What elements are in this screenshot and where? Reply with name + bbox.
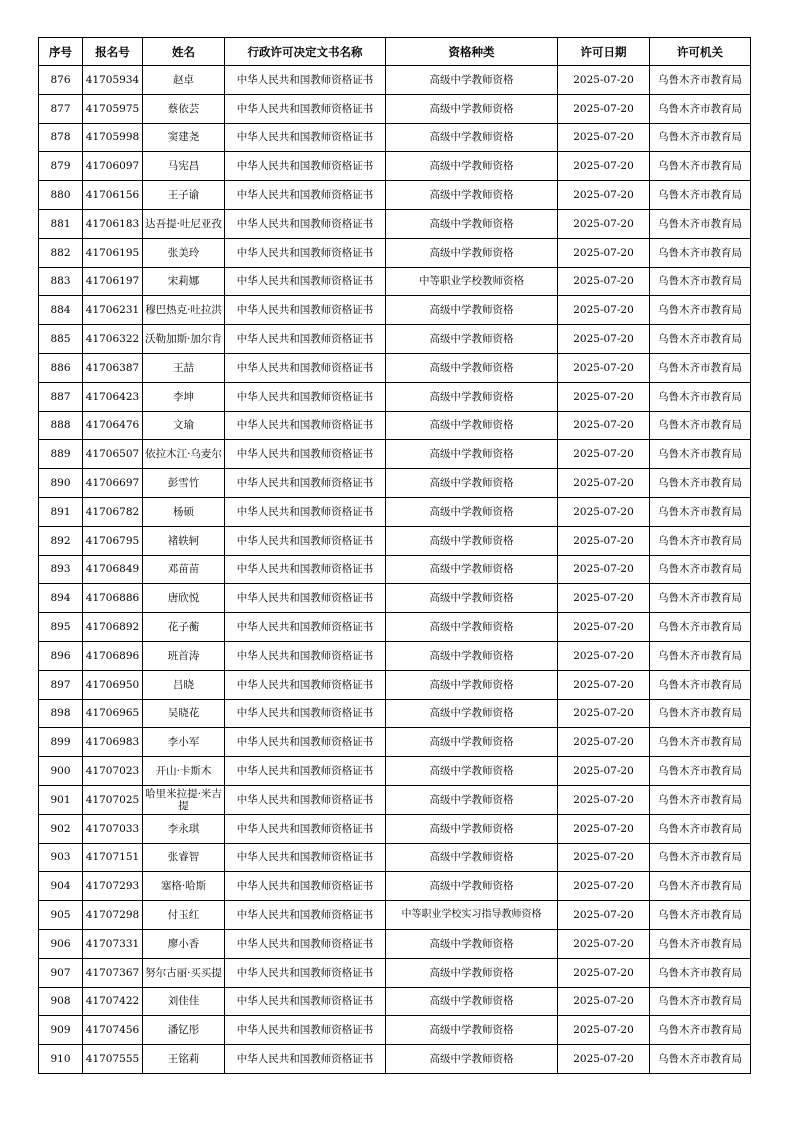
document-name-cell: 中华人民共和国教师资格证书 xyxy=(225,66,386,95)
serial-cell: 897 xyxy=(39,670,83,699)
license-date-cell: 2025-07-20 xyxy=(558,699,650,728)
document-name-cell: 中华人民共和国教师资格证书 xyxy=(225,670,386,699)
registration-no-cell: 41705975 xyxy=(83,94,143,123)
serial-cell: 902 xyxy=(39,814,83,843)
authority-cell: 乌鲁木齐市教育局 xyxy=(650,757,751,786)
authority-cell: 乌鲁木齐市教育局 xyxy=(650,613,751,642)
serial-cell: 886 xyxy=(39,353,83,382)
qualification-cell: 高级中学教师资格 xyxy=(386,843,558,872)
name-cell: 窦建尧 xyxy=(143,123,225,152)
document-name-cell: 中华人民共和国教师资格证书 xyxy=(225,958,386,987)
document-name-cell: 中华人民共和国教师资格证书 xyxy=(225,267,386,296)
registration-no-cell: 41705998 xyxy=(83,123,143,152)
name-cell: 穆巴热克·吐拉洪 xyxy=(143,296,225,325)
registration-no-cell: 41706697 xyxy=(83,469,143,498)
document-name-cell: 中华人民共和国教师资格证书 xyxy=(225,929,386,958)
registration-no-cell: 41706849 xyxy=(83,555,143,584)
authority-cell: 乌鲁木齐市教育局 xyxy=(650,382,751,411)
qualification-cell: 高级中学教师资格 xyxy=(386,670,558,699)
name-cell: 王喆 xyxy=(143,353,225,382)
document-name-cell: 中华人民共和国教师资格证书 xyxy=(225,152,386,181)
serial-cell: 899 xyxy=(39,728,83,757)
license-date-cell: 2025-07-20 xyxy=(558,325,650,354)
qualification-cell: 高级中学教师资格 xyxy=(386,757,558,786)
license-date-cell: 2025-07-20 xyxy=(558,555,650,584)
table-row xyxy=(39,66,751,95)
license-date-cell: 2025-07-20 xyxy=(558,929,650,958)
authority-cell: 乌鲁木齐市教育局 xyxy=(650,325,751,354)
name-cell: 李坤 xyxy=(143,382,225,411)
license-date-cell: 2025-07-20 xyxy=(558,728,650,757)
serial-cell: 908 xyxy=(39,987,83,1016)
registration-no-cell: 41706782 xyxy=(83,497,143,526)
license-date-cell: 2025-07-20 xyxy=(558,901,650,930)
document-name-cell: 中华人民共和国教师资格证书 xyxy=(225,94,386,123)
license-date-cell: 2025-07-20 xyxy=(558,440,650,469)
qualification-cell: 高级中学教师资格 xyxy=(386,353,558,382)
document-name-cell: 中华人民共和国教师资格证书 xyxy=(225,209,386,238)
registration-no-cell: 41706423 xyxy=(83,382,143,411)
table-row xyxy=(39,1045,751,1074)
serial-cell: 888 xyxy=(39,411,83,440)
registration-no-cell: 41707025 xyxy=(83,785,143,814)
table-row xyxy=(39,987,751,1016)
serial-cell: 898 xyxy=(39,699,83,728)
license-date-cell: 2025-07-20 xyxy=(558,785,650,814)
authority-cell: 乌鲁木齐市教育局 xyxy=(650,181,751,210)
table-row xyxy=(39,325,751,354)
document-name-cell: 中华人民共和国教师资格证书 xyxy=(225,526,386,555)
name-cell: 吕晓 xyxy=(143,670,225,699)
serial-cell: 885 xyxy=(39,325,83,354)
qualification-cell: 高级中学教师资格 xyxy=(386,929,558,958)
name-cell: 文瑜 xyxy=(143,411,225,440)
registration-no-cell: 41707298 xyxy=(83,901,143,930)
document-name-cell: 中华人民共和国教师资格证书 xyxy=(225,699,386,728)
registration-no-cell: 41706231 xyxy=(83,296,143,325)
authority-cell: 乌鲁木齐市教育局 xyxy=(650,785,751,814)
serial-cell: 900 xyxy=(39,757,83,786)
license-date-cell: 2025-07-20 xyxy=(558,152,650,181)
license-date-cell: 2025-07-20 xyxy=(558,123,650,152)
name-cell: 王子谕 xyxy=(143,181,225,210)
serial-cell: 903 xyxy=(39,843,83,872)
qualification-cell: 高级中学教师资格 xyxy=(386,785,558,814)
table-row xyxy=(39,238,751,267)
registration-no-cell: 41707151 xyxy=(83,843,143,872)
document-name-cell: 中华人民共和国教师资格证书 xyxy=(225,382,386,411)
authority-cell: 乌鲁木齐市教育局 xyxy=(650,353,751,382)
name-cell: 马宪昌 xyxy=(143,152,225,181)
authority-cell: 乌鲁木齐市教育局 xyxy=(650,94,751,123)
header-serial: 序号 xyxy=(39,38,83,66)
authority-cell: 乌鲁木齐市教育局 xyxy=(650,1045,751,1074)
license-date-cell: 2025-07-20 xyxy=(558,670,650,699)
authority-cell: 乌鲁木齐市教育局 xyxy=(650,901,751,930)
registration-no-cell: 41706156 xyxy=(83,181,143,210)
authority-cell: 乌鲁木齐市教育局 xyxy=(650,497,751,526)
serial-cell: 910 xyxy=(39,1045,83,1074)
registration-no-cell: 41707293 xyxy=(83,872,143,901)
license-date-cell: 2025-07-20 xyxy=(558,872,650,901)
authority-cell: 乌鲁木齐市教育局 xyxy=(650,66,751,95)
certificate-table xyxy=(38,37,751,1074)
qualification-cell: 高级中学教师资格 xyxy=(386,181,558,210)
name-cell: 廖小香 xyxy=(143,929,225,958)
license-date-cell: 2025-07-20 xyxy=(558,469,650,498)
qualification-cell: 中等职业学校教师资格 xyxy=(386,267,558,296)
license-date-cell: 2025-07-20 xyxy=(558,296,650,325)
table-row xyxy=(39,382,751,411)
license-date-cell: 2025-07-20 xyxy=(558,1016,650,1045)
authority-cell: 乌鲁木齐市教育局 xyxy=(650,699,751,728)
registration-no-cell: 41706183 xyxy=(83,209,143,238)
qualification-cell: 高级中学教师资格 xyxy=(386,613,558,642)
serial-cell: 909 xyxy=(39,1016,83,1045)
serial-cell: 891 xyxy=(39,497,83,526)
authority-cell: 乌鲁木齐市教育局 xyxy=(650,843,751,872)
name-cell: 哈里米拉提·米吉提 xyxy=(143,785,225,814)
name-cell: 潘钇彤 xyxy=(143,1016,225,1045)
name-cell: 李小军 xyxy=(143,728,225,757)
header-license-authority: 许可机关 xyxy=(650,38,751,66)
qualification-cell: 高级中学教师资格 xyxy=(386,699,558,728)
license-date-cell: 2025-07-20 xyxy=(558,526,650,555)
registration-no-cell: 41706795 xyxy=(83,526,143,555)
document-name-cell: 中华人民共和国教师资格证书 xyxy=(225,497,386,526)
document-name-cell: 中华人民共和国教师资格证书 xyxy=(225,785,386,814)
qualification-cell: 高级中学教师资格 xyxy=(386,958,558,987)
qualification-cell: 高级中学教师资格 xyxy=(386,526,558,555)
name-cell: 刘佳佳 xyxy=(143,987,225,1016)
name-cell: 赵卓 xyxy=(143,66,225,95)
table-row xyxy=(39,353,751,382)
name-cell: 宋莉娜 xyxy=(143,267,225,296)
serial-cell: 895 xyxy=(39,613,83,642)
document-name-cell: 中华人民共和国教师资格证书 xyxy=(225,1016,386,1045)
table-row xyxy=(39,699,751,728)
registration-no-cell: 41707422 xyxy=(83,987,143,1016)
name-cell: 塞格·哈斯 xyxy=(143,872,225,901)
qualification-cell: 高级中学教师资格 xyxy=(386,641,558,670)
registration-no-cell: 41706097 xyxy=(83,152,143,181)
license-date-cell: 2025-07-20 xyxy=(558,353,650,382)
registration-no-cell: 41706983 xyxy=(83,728,143,757)
serial-cell: 907 xyxy=(39,958,83,987)
table-row xyxy=(39,411,751,440)
license-date-cell: 2025-07-20 xyxy=(558,181,650,210)
name-cell: 褚轶轲 xyxy=(143,526,225,555)
authority-cell: 乌鲁木齐市教育局 xyxy=(650,929,751,958)
table-row xyxy=(39,94,751,123)
registration-no-cell: 41707331 xyxy=(83,929,143,958)
document-name-cell: 中华人民共和国教师资格证书 xyxy=(225,901,386,930)
qualification-cell: 高级中学教师资格 xyxy=(386,94,558,123)
header-license-date: 许可日期 xyxy=(558,38,650,66)
license-date-cell: 2025-07-20 xyxy=(558,497,650,526)
document-name-cell: 中华人民共和国教师资格证书 xyxy=(225,641,386,670)
document-name-cell: 中华人民共和国教师资格证书 xyxy=(225,296,386,325)
authority-cell: 乌鲁木齐市教育局 xyxy=(650,728,751,757)
table-row xyxy=(39,584,751,613)
registration-no-cell: 41706507 xyxy=(83,440,143,469)
authority-cell: 乌鲁木齐市教育局 xyxy=(650,440,751,469)
qualification-cell: 高级中学教师资格 xyxy=(386,987,558,1016)
qualification-cell: 高级中学教师资格 xyxy=(386,440,558,469)
qualification-cell: 高级中学教师资格 xyxy=(386,411,558,440)
qualification-cell: 高级中学教师资格 xyxy=(386,728,558,757)
name-cell: 彭雪竹 xyxy=(143,469,225,498)
license-date-cell: 2025-07-20 xyxy=(558,613,650,642)
document-name-cell: 中华人民共和国教师资格证书 xyxy=(225,757,386,786)
registration-no-cell: 41706197 xyxy=(83,267,143,296)
table-row xyxy=(39,296,751,325)
header-registration-no: 报名号 xyxy=(83,38,143,66)
serial-cell: 889 xyxy=(39,440,83,469)
serial-cell: 890 xyxy=(39,469,83,498)
serial-cell: 876 xyxy=(39,66,83,95)
registration-no-cell: 41706387 xyxy=(83,353,143,382)
header-document-name: 行政许可决定文书名称 xyxy=(225,38,386,66)
serial-cell: 901 xyxy=(39,785,83,814)
registration-no-cell: 41707367 xyxy=(83,958,143,987)
table-row xyxy=(39,728,751,757)
table-row xyxy=(39,901,751,930)
qualification-cell: 高级中学教师资格 xyxy=(386,814,558,843)
serial-cell: 906 xyxy=(39,929,83,958)
name-cell: 李永琪 xyxy=(143,814,225,843)
document-name-cell: 中华人民共和国教师资格证书 xyxy=(225,181,386,210)
license-date-cell: 2025-07-20 xyxy=(558,411,650,440)
table-row xyxy=(39,181,751,210)
license-date-cell: 2025-07-20 xyxy=(558,66,650,95)
serial-cell: 883 xyxy=(39,267,83,296)
license-date-cell: 2025-07-20 xyxy=(558,987,650,1016)
document-name-cell: 中华人民共和国教师资格证书 xyxy=(225,440,386,469)
registration-no-cell: 41706195 xyxy=(83,238,143,267)
license-date-cell: 2025-07-20 xyxy=(558,757,650,786)
authority-cell: 乌鲁木齐市教育局 xyxy=(650,814,751,843)
authority-cell: 乌鲁木齐市教育局 xyxy=(650,526,751,555)
qualification-cell: 高级中学教师资格 xyxy=(386,325,558,354)
name-cell: 杨硕 xyxy=(143,497,225,526)
document-name-cell: 中华人民共和国教师资格证书 xyxy=(225,123,386,152)
registration-no-cell: 41706896 xyxy=(83,641,143,670)
registration-no-cell: 41706886 xyxy=(83,584,143,613)
name-cell: 沃勒加斯·加尔肯 xyxy=(143,325,225,354)
document-name-cell: 中华人民共和国教师资格证书 xyxy=(225,584,386,613)
license-date-cell: 2025-07-20 xyxy=(558,94,650,123)
qualification-cell: 高级中学教师资格 xyxy=(386,382,558,411)
qualification-cell: 高级中学教师资格 xyxy=(386,555,558,584)
name-cell: 张睿智 xyxy=(143,843,225,872)
license-date-cell: 2025-07-20 xyxy=(558,382,650,411)
header-row xyxy=(39,38,751,66)
license-date-cell: 2025-07-20 xyxy=(558,1045,650,1074)
name-cell: 蔡依芸 xyxy=(143,94,225,123)
name-cell: 邓苗苗 xyxy=(143,555,225,584)
table-row xyxy=(39,641,751,670)
document-name-cell: 中华人民共和国教师资格证书 xyxy=(225,872,386,901)
table-row xyxy=(39,152,751,181)
table-row xyxy=(39,958,751,987)
header-name: 姓名 xyxy=(143,38,225,66)
table-row xyxy=(39,469,751,498)
document-name-cell: 中华人民共和国教师资格证书 xyxy=(225,843,386,872)
qualification-cell: 高级中学教师资格 xyxy=(386,296,558,325)
document-name-cell: 中华人民共和国教师资格证书 xyxy=(225,814,386,843)
authority-cell: 乌鲁木齐市教育局 xyxy=(650,584,751,613)
qualification-cell: 高级中学教师资格 xyxy=(386,123,558,152)
authority-cell: 乌鲁木齐市教育局 xyxy=(650,1016,751,1045)
header-qualification-type: 资格种类 xyxy=(386,38,558,66)
table-row xyxy=(39,440,751,469)
authority-cell: 乌鲁木齐市教育局 xyxy=(650,987,751,1016)
name-cell: 班首涛 xyxy=(143,641,225,670)
qualification-cell: 高级中学教师资格 xyxy=(386,1016,558,1045)
registration-no-cell: 41706965 xyxy=(83,699,143,728)
qualification-cell: 高级中学教师资格 xyxy=(386,238,558,267)
qualification-cell: 高级中学教师资格 xyxy=(386,872,558,901)
document-name-cell: 中华人民共和国教师资格证书 xyxy=(225,613,386,642)
table-row xyxy=(39,123,751,152)
table-row xyxy=(39,555,751,584)
serial-cell: 877 xyxy=(39,94,83,123)
document-name-cell: 中华人民共和国教师资格证书 xyxy=(225,469,386,498)
authority-cell: 乌鲁木齐市教育局 xyxy=(650,152,751,181)
authority-cell: 乌鲁木齐市教育局 xyxy=(650,209,751,238)
authority-cell: 乌鲁木齐市教育局 xyxy=(650,958,751,987)
license-date-cell: 2025-07-20 xyxy=(558,584,650,613)
authority-cell: 乌鲁木齐市教育局 xyxy=(650,469,751,498)
registration-no-cell: 41707555 xyxy=(83,1045,143,1074)
serial-cell: 884 xyxy=(39,296,83,325)
document-name-cell: 中华人民共和国教师资格证书 xyxy=(225,987,386,1016)
serial-cell: 905 xyxy=(39,901,83,930)
serial-cell: 882 xyxy=(39,238,83,267)
table-row xyxy=(39,209,751,238)
document-name-cell: 中华人民共和国教师资格证书 xyxy=(225,238,386,267)
authority-cell: 乌鲁木齐市教育局 xyxy=(650,555,751,584)
document-name-cell: 中华人民共和国教师资格证书 xyxy=(225,411,386,440)
document-name-cell: 中华人民共和国教师资格证书 xyxy=(225,1045,386,1074)
serial-cell: 904 xyxy=(39,872,83,901)
serial-cell: 896 xyxy=(39,641,83,670)
qualification-cell: 高级中学教师资格 xyxy=(386,66,558,95)
name-cell: 张美玲 xyxy=(143,238,225,267)
authority-cell: 乌鲁木齐市教育局 xyxy=(650,296,751,325)
registration-no-cell: 41706476 xyxy=(83,411,143,440)
serial-cell: 878 xyxy=(39,123,83,152)
document-name-cell: 中华人民共和国教师资格证书 xyxy=(225,325,386,354)
table-row xyxy=(39,872,751,901)
license-date-cell: 2025-07-20 xyxy=(558,641,650,670)
table-row xyxy=(39,526,751,555)
name-cell: 付玉红 xyxy=(143,901,225,930)
table-row xyxy=(39,785,751,814)
license-date-cell: 2025-07-20 xyxy=(558,209,650,238)
serial-cell: 879 xyxy=(39,152,83,181)
authority-cell: 乌鲁木齐市教育局 xyxy=(650,872,751,901)
table-row xyxy=(39,929,751,958)
license-date-cell: 2025-07-20 xyxy=(558,267,650,296)
table-row xyxy=(39,843,751,872)
license-date-cell: 2025-07-20 xyxy=(558,814,650,843)
authority-cell: 乌鲁木齐市教育局 xyxy=(650,670,751,699)
table-row xyxy=(39,757,751,786)
serial-cell: 880 xyxy=(39,181,83,210)
name-cell: 开山·卡斯木 xyxy=(143,757,225,786)
registration-no-cell: 41707023 xyxy=(83,757,143,786)
serial-cell: 892 xyxy=(39,526,83,555)
serial-cell: 894 xyxy=(39,584,83,613)
registration-no-cell: 41707456 xyxy=(83,1016,143,1045)
table-row xyxy=(39,497,751,526)
table-row xyxy=(39,814,751,843)
qualification-cell: 中等职业学校实习指导教师资格 xyxy=(386,901,558,930)
license-date-cell: 2025-07-20 xyxy=(558,843,650,872)
qualification-cell: 高级中学教师资格 xyxy=(386,152,558,181)
authority-cell: 乌鲁木齐市教育局 xyxy=(650,411,751,440)
name-cell: 花子蘅 xyxy=(143,613,225,642)
serial-cell: 887 xyxy=(39,382,83,411)
name-cell: 唐欣悦 xyxy=(143,584,225,613)
document-name-cell: 中华人民共和国教师资格证书 xyxy=(225,555,386,584)
registration-no-cell: 41706892 xyxy=(83,613,143,642)
registration-no-cell: 41706322 xyxy=(83,325,143,354)
qualification-cell: 高级中学教师资格 xyxy=(386,469,558,498)
table-row xyxy=(39,670,751,699)
serial-cell: 893 xyxy=(39,555,83,584)
registration-no-cell: 41705934 xyxy=(83,66,143,95)
license-date-cell: 2025-07-20 xyxy=(558,958,650,987)
qualification-cell: 高级中学教师资格 xyxy=(386,584,558,613)
authority-cell: 乌鲁木齐市教育局 xyxy=(650,238,751,267)
qualification-cell: 高级中学教师资格 xyxy=(386,209,558,238)
table-row xyxy=(39,613,751,642)
authority-cell: 乌鲁木齐市教育局 xyxy=(650,123,751,152)
name-cell: 王铭莉 xyxy=(143,1045,225,1074)
serial-cell: 881 xyxy=(39,209,83,238)
authority-cell: 乌鲁木齐市教育局 xyxy=(650,641,751,670)
name-cell: 吴晓花 xyxy=(143,699,225,728)
document-name-cell: 中华人民共和国教师资格证书 xyxy=(225,728,386,757)
name-cell: 努尔古丽·买买提 xyxy=(143,958,225,987)
license-date-cell: 2025-07-20 xyxy=(558,238,650,267)
table-row xyxy=(39,1016,751,1045)
document-name-cell: 中华人民共和国教师资格证书 xyxy=(225,353,386,382)
registration-no-cell: 41707033 xyxy=(83,814,143,843)
qualification-cell: 高级中学教师资格 xyxy=(386,1045,558,1074)
table-row xyxy=(39,267,751,296)
qualification-cell: 高级中学教师资格 xyxy=(386,497,558,526)
name-cell: 依拉木江·乌麦尔 xyxy=(143,440,225,469)
registration-no-cell: 41706950 xyxy=(83,670,143,699)
name-cell: 达吾提·吐尼亚孜 xyxy=(143,209,225,238)
authority-cell: 乌鲁木齐市教育局 xyxy=(650,267,751,296)
